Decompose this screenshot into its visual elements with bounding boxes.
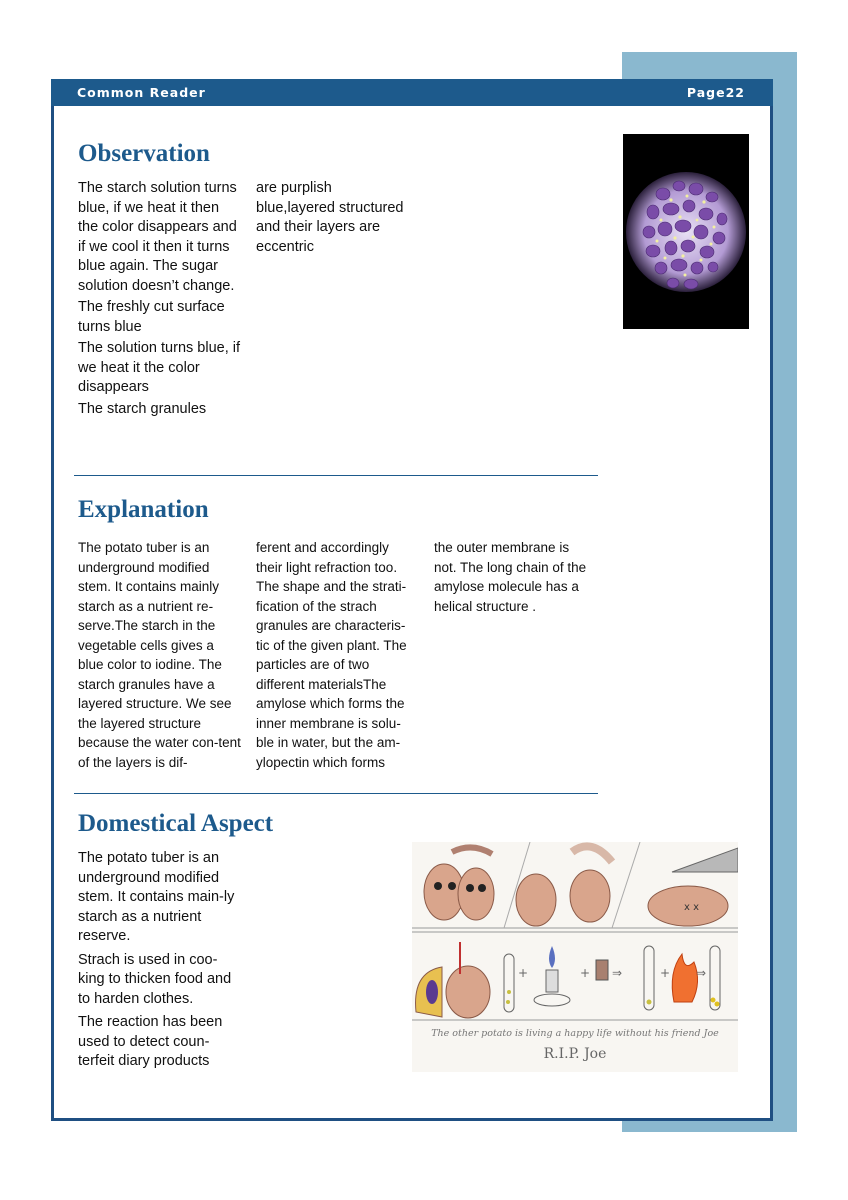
domestic-paragraph: Strach is used in coo-king to thicken food and to harden clothes. [78, 951, 232, 1007]
svg-text:⇒: ⇒ [696, 966, 707, 980]
page-header [51, 79, 773, 106]
domestic-paragraph: The potato tuber is an underground modified stem. It contains main-ly starch as a nutrient reserve. [78, 850, 235, 944]
svg-text:+: + [660, 966, 671, 980]
observation-column-2 [256, 179, 406, 257]
drawing-caption: The other potato is living a happy life without his friend Joe [431, 1028, 719, 1039]
publication-title: Common Reader [77, 85, 206, 100]
svg-text:+: + [518, 966, 529, 980]
section-divider [74, 793, 598, 794]
observation-heading: Observation [78, 140, 210, 167]
starch-granules-micrograph [623, 134, 749, 329]
svg-text:⇒: ⇒ [612, 966, 623, 980]
page-number: Page22 [686, 85, 745, 100]
potato-comic-drawing [412, 842, 738, 1072]
micrograph-image [623, 134, 749, 329]
observation-paragraph: The solution turns blue, if we heat it the color disappears [78, 340, 241, 395]
explanation-column-2: ferent and accordingly their light refraction too. The shape and the strati-fication of the strach granules are characteris-tic of the given plant. The particles are of two different materialsThe amylose which forms the inner membrane is solu-ble in water, but the am-ylopectin which forms [256, 540, 407, 770]
svg-text:+: + [580, 966, 591, 980]
explanation-column-3: the outer membrane is not. The long chain of the amylose molecule has a helical structure . [434, 540, 587, 614]
domestic-column [78, 849, 240, 1072]
observation-paragraph: The starch granules [78, 400, 207, 417]
section-divider [74, 475, 598, 476]
domestic-paragraph: The reaction has been used to detect coun-terfeit diary products [78, 1014, 223, 1069]
domestic-heading: Domestical Aspect [78, 810, 274, 837]
observation-paragraph: are purplish blue,layered structured and their layers are eccentric [256, 180, 404, 255]
observation-paragraph: The starch solution turns blue, if we heat it then the color disappears and if we cool it then it turns blue again. The sugar solution doesn’t change. [78, 180, 237, 294]
explanation-column-1: The potato tuber is an underground modified stem. It contains mainly starch as a nutrient re-serve.The starch in the vegetable cells gives a blue color to iodine. The starch granules have a layered structure. We see the layered structure because the water con-tent of the layers is dif- [78, 540, 241, 770]
explanation-heading: Explanation [78, 496, 209, 523]
observation-paragraph: The freshly cut surface turns blue [78, 299, 225, 335]
observation-column-1 [78, 179, 240, 419]
drawing-rip-text: R.I.P. Joe [543, 1046, 607, 1062]
svg-text:x x: x x [684, 902, 700, 913]
